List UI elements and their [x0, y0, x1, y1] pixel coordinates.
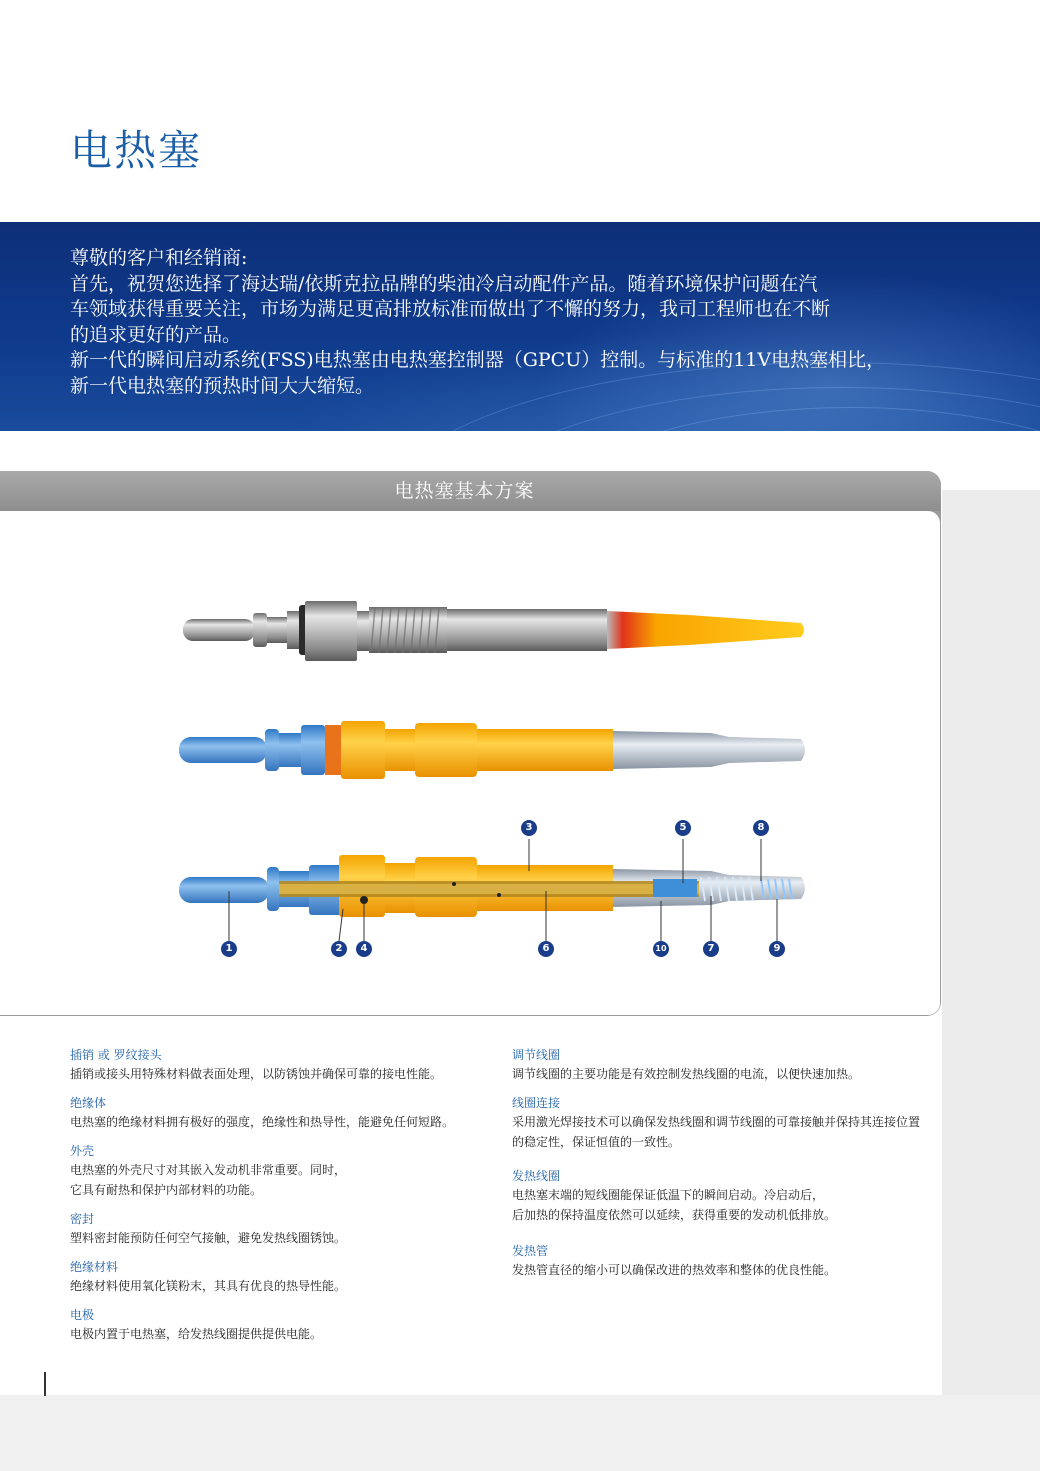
callout-9: 9	[769, 941, 785, 957]
component-desc: 调节线圈的主要功能是有效控制发热线圈的电流，以便快速加热。	[512, 1067, 861, 1081]
component-desc: 电热塞的绝缘材料拥有极好的强度，绝缘性和热导性，能避免任何短路。	[70, 1115, 455, 1129]
component-item	[70, 1047, 510, 1084]
component-item	[70, 1307, 510, 1344]
callout-5: 5	[675, 820, 691, 836]
component-item	[70, 1095, 510, 1132]
callout-10: 10	[653, 941, 669, 957]
component-desc: 采用激光焊接技术可以确保发热线圈和调节线圈的可靠接触并保持其连接位置	[512, 1115, 921, 1129]
intro-line: 新一代电热塞的预热时间大大缩短。	[70, 374, 375, 397]
margin-rule	[44, 1372, 46, 1396]
component-desc: 插销或接头用特殊材料做表面处理，以防锈蚀并确保可靠的接电性能。	[70, 1067, 443, 1081]
scheme-body	[0, 511, 940, 1015]
component-item	[512, 1047, 952, 1084]
callout-4: 4	[356, 941, 372, 957]
component-desc: 电极内置于电热塞，给发热线圈提供提供电能。	[70, 1327, 323, 1341]
component-title: 绝缘体	[70, 1096, 107, 1110]
glow-plug-illustration	[179, 721, 805, 779]
component-desc: 后加热的保持温度依然可以延续，获得重要的发动机低排放。	[512, 1208, 837, 1222]
component-desc: 它具有耐热和保护内部材料的功能。	[70, 1183, 263, 1197]
component-title: 外壳	[70, 1144, 95, 1158]
intro-line: 新一代的瞬间启动系统(FSS)电热塞由电热塞控制器（GPCU）控制。与标准的11V电热塞相比，	[70, 349, 886, 371]
callout-7: 7	[703, 941, 719, 957]
component-desc: 电热塞末端的短线圈能保证低温下的瞬间启动。冷启动后，	[512, 1188, 825, 1202]
intro-line: 的追求更好的产品。	[70, 323, 242, 346]
intro-line: 车领域获得重要关注，市场为满足更高排放标准而做出了不懈的努力，我司工程师也在不断	[70, 298, 831, 320]
component-title: 发热线圈	[512, 1169, 561, 1183]
component-item	[70, 1259, 510, 1296]
intro-line: 尊敬的客户和经销商:	[70, 247, 248, 269]
callout-8: 8	[753, 820, 769, 836]
component-item	[512, 1095, 952, 1152]
component-title: 绝缘材料	[70, 1260, 119, 1274]
component-desc: 发热管直径的缩小可以确保改进的热效率和整体的优良性能。	[512, 1263, 837, 1277]
component-item	[512, 1243, 952, 1280]
component-desc: 塑料密封能预防任何空气接触，避免发热线圈锈蚀。	[70, 1231, 347, 1245]
component-title: 密封	[70, 1212, 95, 1226]
component-desc: 绝缘材料使用氧化镁粉末，其具有优良的热导性能。	[70, 1279, 347, 1293]
component-item	[70, 1211, 510, 1248]
component-item	[70, 1143, 510, 1200]
component-item	[512, 1168, 952, 1225]
component-desc: 电热塞的外壳尺寸对其嵌入发动机非常重要。同时，	[70, 1163, 347, 1177]
intro-line: 首先，祝贺您选择了海达瑞/依斯克拉品牌的柴油冷启动配件产品。随着环境保护问题在汽	[70, 272, 818, 295]
component-list-left	[70, 1047, 510, 1355]
component-title: 电极	[70, 1308, 95, 1322]
callout-1: 1	[221, 941, 237, 957]
component-title: 调节线圈	[512, 1048, 561, 1062]
callout-2: 2	[331, 941, 347, 957]
side-panel-background	[942, 490, 1040, 1395]
scheme-header: 电热塞基本方案	[0, 471, 941, 511]
component-title: 线圈连接	[512, 1096, 561, 1110]
callout-3: 3	[521, 820, 537, 836]
component-list-right	[512, 1047, 952, 1291]
intro-banner	[0, 222, 1040, 431]
glow-plug-diagram	[0, 511, 940, 1015]
scheme-panel	[0, 471, 941, 1016]
callout-6: 6	[538, 941, 554, 957]
glow-plug-photo	[183, 601, 804, 661]
footer-band	[0, 1395, 1040, 1471]
page-title: 电热塞	[70, 126, 203, 175]
component-title: 发热管	[512, 1244, 549, 1258]
component-title: 插销 或 罗纹接头	[70, 1048, 162, 1062]
intro-text	[70, 246, 970, 399]
component-desc: 的稳定性，保证恒值的一致性。	[512, 1135, 681, 1149]
